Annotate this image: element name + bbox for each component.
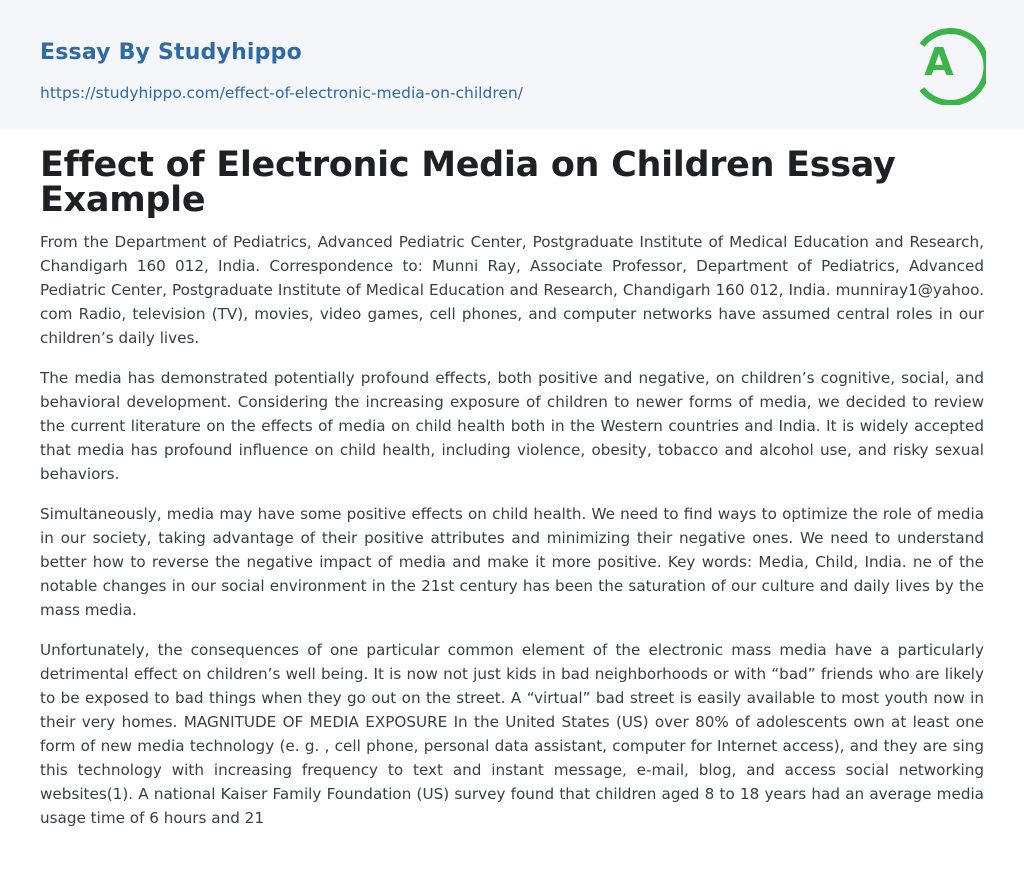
brand-title[interactable]: Essay By Studyhippo <box>40 40 302 65</box>
essay-url-link[interactable]: https://studyhippo.com/effect-of-electronic-media-on-children/ <box>40 84 523 102</box>
page-title: Effect of Electronic Media on Children Essay Example <box>40 145 896 220</box>
paragraph-3: Simultaneously, media may have some positive effects on child health. We need to find ways to optimize the role of media in our society, taking advantage of their positive attributes and minimizing their negative ones. We need to understand better how to reverse the negative impact of media and make it more positive. Key words: Media, Child, India. ne of the notable changes in our social environment in the 21st century has been the saturation of our culture and daily lives by the mass media. <box>40 505 984 619</box>
site-header <box>0 0 1024 129</box>
paragraph-2: The media has demonstrated potentially profound effects, both positive and negative, on children’s cognitive, social, and behavioral development. Considering the increasing exposure of children to newer forms of media, we decided to review the current literature on the effects of media on child health both in the Western countries and India. It is widely accepted that media has profound influence on child health, including violence, obesity, tobacco and alcohol use, and risky sexual behaviors. <box>40 369 984 483</box>
article-body <box>40 230 984 830</box>
article <box>0 129 1024 830</box>
paragraph-4: Unfortunately, the consequences of one particular common element of the electronic mass media have a particularly detrimental effect on children’s well being. It is now not just kids in bad neighborhoods or with “bad” friends who are likely to be exposed to bad things when they go out on the street. A “virtual” bad street is easily available to most youth now in their very homes. MAGNITUDE OF MEDIA EXPOSURE In the United States (US) over 80% of adolescents own at least one form of new media technology (e. g. , cell phone, personal data assistant, computer for Internet access), and they are sing this technology with increasing frequency to text and instant message, e-mail, blog, and access social networking websites(1). A national Kaiser Family Foundation (US) survey found that children aged 8 to 18 years had an average media usage time of 6 hours and 21 <box>40 641 984 827</box>
paragraph-1: From the Department of Pediatrics, Advanced Pediatric Center, Postgraduate Institute of Medical Education and Research, Chandigarh 160 012, India. Correspondence to: Munni Ray, Associate Professor, Department of Pediatrics, Advanced Pediatric Center, Postgraduate Institute of Medical Education and Research, Chandigarh 160 012, India. munniray1@yahoo. com Radio, television (TV), movies, video games, cell phones, and computer networks have assumed central roles in our children’s daily lives. <box>40 233 984 347</box>
logo-letter: A <box>924 40 954 84</box>
logo-ring-icon <box>912 19 986 105</box>
studyhippo-logo[interactable] <box>912 19 986 105</box>
